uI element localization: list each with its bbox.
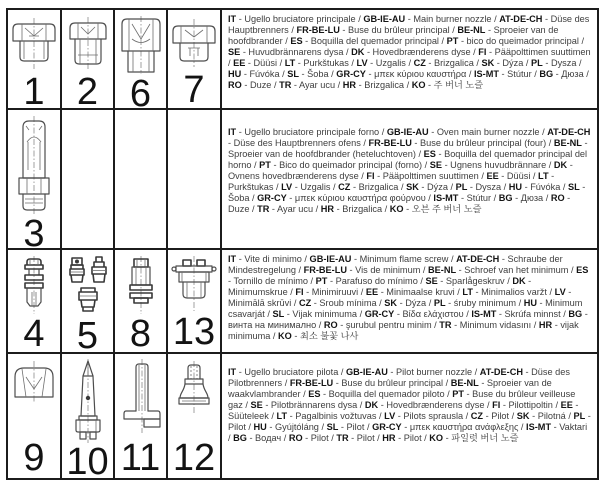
- part-13-number: 13: [172, 311, 216, 353]
- part-10-number: 10: [66, 441, 109, 478]
- part-cell-9: [8, 354, 62, 478]
- part-cell-7: [168, 10, 222, 110]
- part-8-number: 8: [129, 313, 152, 354]
- part-7-drawing: [168, 15, 220, 71]
- part-7-number: 7: [183, 69, 205, 110]
- row-1-descriptions: IT - Ugello bruciatore principale / GB-IE-AU - Main burner nozzle / AT-DE-CH - Düse des Hauptbrenners / FR-BE-LU - Buse du brûleur principal / BE-NL - Sproeier van de hoofdbrander / ES - Boquilla del quemador principal / PT - bico do queimador principal / SE - Huvudbrännarens dysa / DK - Hovedbrænderens dyse / FI - Pääpolttimen suuttimen / EE - Düüsi / LT - Purkštukas / LV - Uzgalis / CZ - Brizgalica / SK - Dýza / PL - Dysza / HU - Fúvóka / SL - Šoba / GR-CY - μπεκ κύριου καυστήρα / IS-MT - Stútur / BG - Дюза / RO - Duze / TR - Ayar ucu / HR - Brizgalica / KO - 주 버너 노즐: [222, 10, 597, 110]
- part-11-number: 11: [120, 437, 161, 478]
- part-12-drawing: [168, 359, 220, 417]
- part-5-number: 5: [76, 315, 99, 354]
- part-13-drawing: [168, 255, 220, 313]
- part-6-drawing: [115, 15, 167, 75]
- part-8-drawing: [115, 255, 167, 315]
- part-9-drawing: [8, 359, 60, 405]
- part-5-drawing: [62, 255, 114, 317]
- part-cell-8: [115, 250, 168, 354]
- part-cell-12: [168, 354, 222, 478]
- part-1-number: 1: [23, 71, 45, 110]
- part-1-drawing: [8, 15, 60, 73]
- part-11-drawing: [115, 359, 167, 435]
- part-cell-6: [115, 10, 168, 110]
- part-cell-4: [8, 250, 62, 354]
- part-4-drawing: [8, 255, 60, 315]
- part-4-number: 4: [23, 313, 45, 354]
- part-cell-2: [62, 10, 115, 110]
- part-cell-1: [8, 10, 62, 110]
- row-3-descriptions: IT - Vite di minimo / GB-IE-AU - Minimum flame screw / AT-DE-CH - Schraube der Mindestregelung / FR-BE-LU - Vis de minimum / BE-NL - Schroef van het minimum / ES - Tornillo de mínimo / PT - Parafuso do mínimo / SE - Sparlågeskruv / DK - Minimumskrue / FI - Minimiruuvi / EE - Minimaalse kruvi / LT - Minimalios varžt / LV - Minimālā skrūvi / CZ - Sroub mínima / SK - Dýza / PL - śruby minimum / HU - Minimum csavarját / SL - Vijak minimuma / GR-CY - Βίδα ελάχιστου / IS-MT - Skrúfa minnst / BG - винта на минимално / RO - şurubul pentru minim / TR - Minimum vidasını / HR - vijak minimuma / KO - 최소 불꽃 나사: [222, 250, 597, 354]
- part-6-number: 6: [129, 73, 152, 110]
- part-2-number: 2: [76, 71, 99, 110]
- empty-cell: [62, 110, 115, 250]
- part-3-number: 3: [23, 213, 45, 250]
- part-cell-10: [62, 354, 115, 478]
- part-3-drawing: [8, 115, 60, 215]
- row-4-descriptions: IT - Ugello bruciatore pilota / GB-IE-AU - Pilot burner nozzle / AT-DE-CH - Düse des Pilotbrenners / FR-BE-LU - Buse du brûleur principal / BE-NL - Sproeier van de waakvlambrander / ES - Boquilla del quemador piloto / PT - Buse du brûleur veilleuse gaz / SE - Pilotbrännarens dysa / DK - Hovedbrænderens dyse / FI - Pilottipoltin / EE - Süüteleek / LT - Pagalbinis vožtuvas / LV - Pilots sprausla / CZ - Pilot / SK - Pilotná / PL - Pilot / HU - Gyújtóláng / SL - Pilot / GR-CY - μπεκ καυστήρα ανάφλεξης / IS-MT - Vaktari / BG - Водач / RO - Pilot / TR - Pilot / HR - Pilot / KO - 파일럿 버너 노즐: [222, 354, 597, 478]
- part-cell-13: [168, 250, 222, 354]
- part-cell-3: [8, 110, 62, 250]
- row-2-descriptions: IT - Ugello bruciatore principale forno / GB-IE-AU - Oven main burner nozzle / AT-DE-CH - Düse des Hauptbrenners ofens / FR-BE-LU - Buse du brûleur principal (four) / BE-NL - Sproeier van de hoofdbrander (heteluchtoven) / ES - Boquilla del quemador principal del horno / PT - Bico do queimador principal (forno) / SE - Ugnens huvudbrännare / DK - Ovnens hovedbrænderens dyse / FI - Pääpolttimen suuttimen / EE - Düüsi / LT - Purkštukas / LV - Uzgalis / CZ - Brizgalica / SK - Dýza / PL - Dysza / HU - Fúvóka / SL - Šoba / GR-CY - μπεκ κύριου καυστήρα φούρνου / IS-MT - Stútur / BG - Дюза / RO - Duze / TR - Ayar ucu / HR - Brizgalica / KO - 오븐 주 버너 노즐: [222, 110, 597, 250]
- part-12-number: 12: [172, 437, 216, 478]
- parts-table: [6, 8, 599, 480]
- part-10-drawing: [62, 359, 114, 443]
- part-cell-11: [115, 354, 168, 478]
- empty-cell: [115, 110, 168, 250]
- part-2-drawing: [62, 15, 114, 73]
- empty-cell: [168, 110, 222, 250]
- part-cell-5: [62, 250, 115, 354]
- part-9-number: 9: [23, 437, 45, 478]
